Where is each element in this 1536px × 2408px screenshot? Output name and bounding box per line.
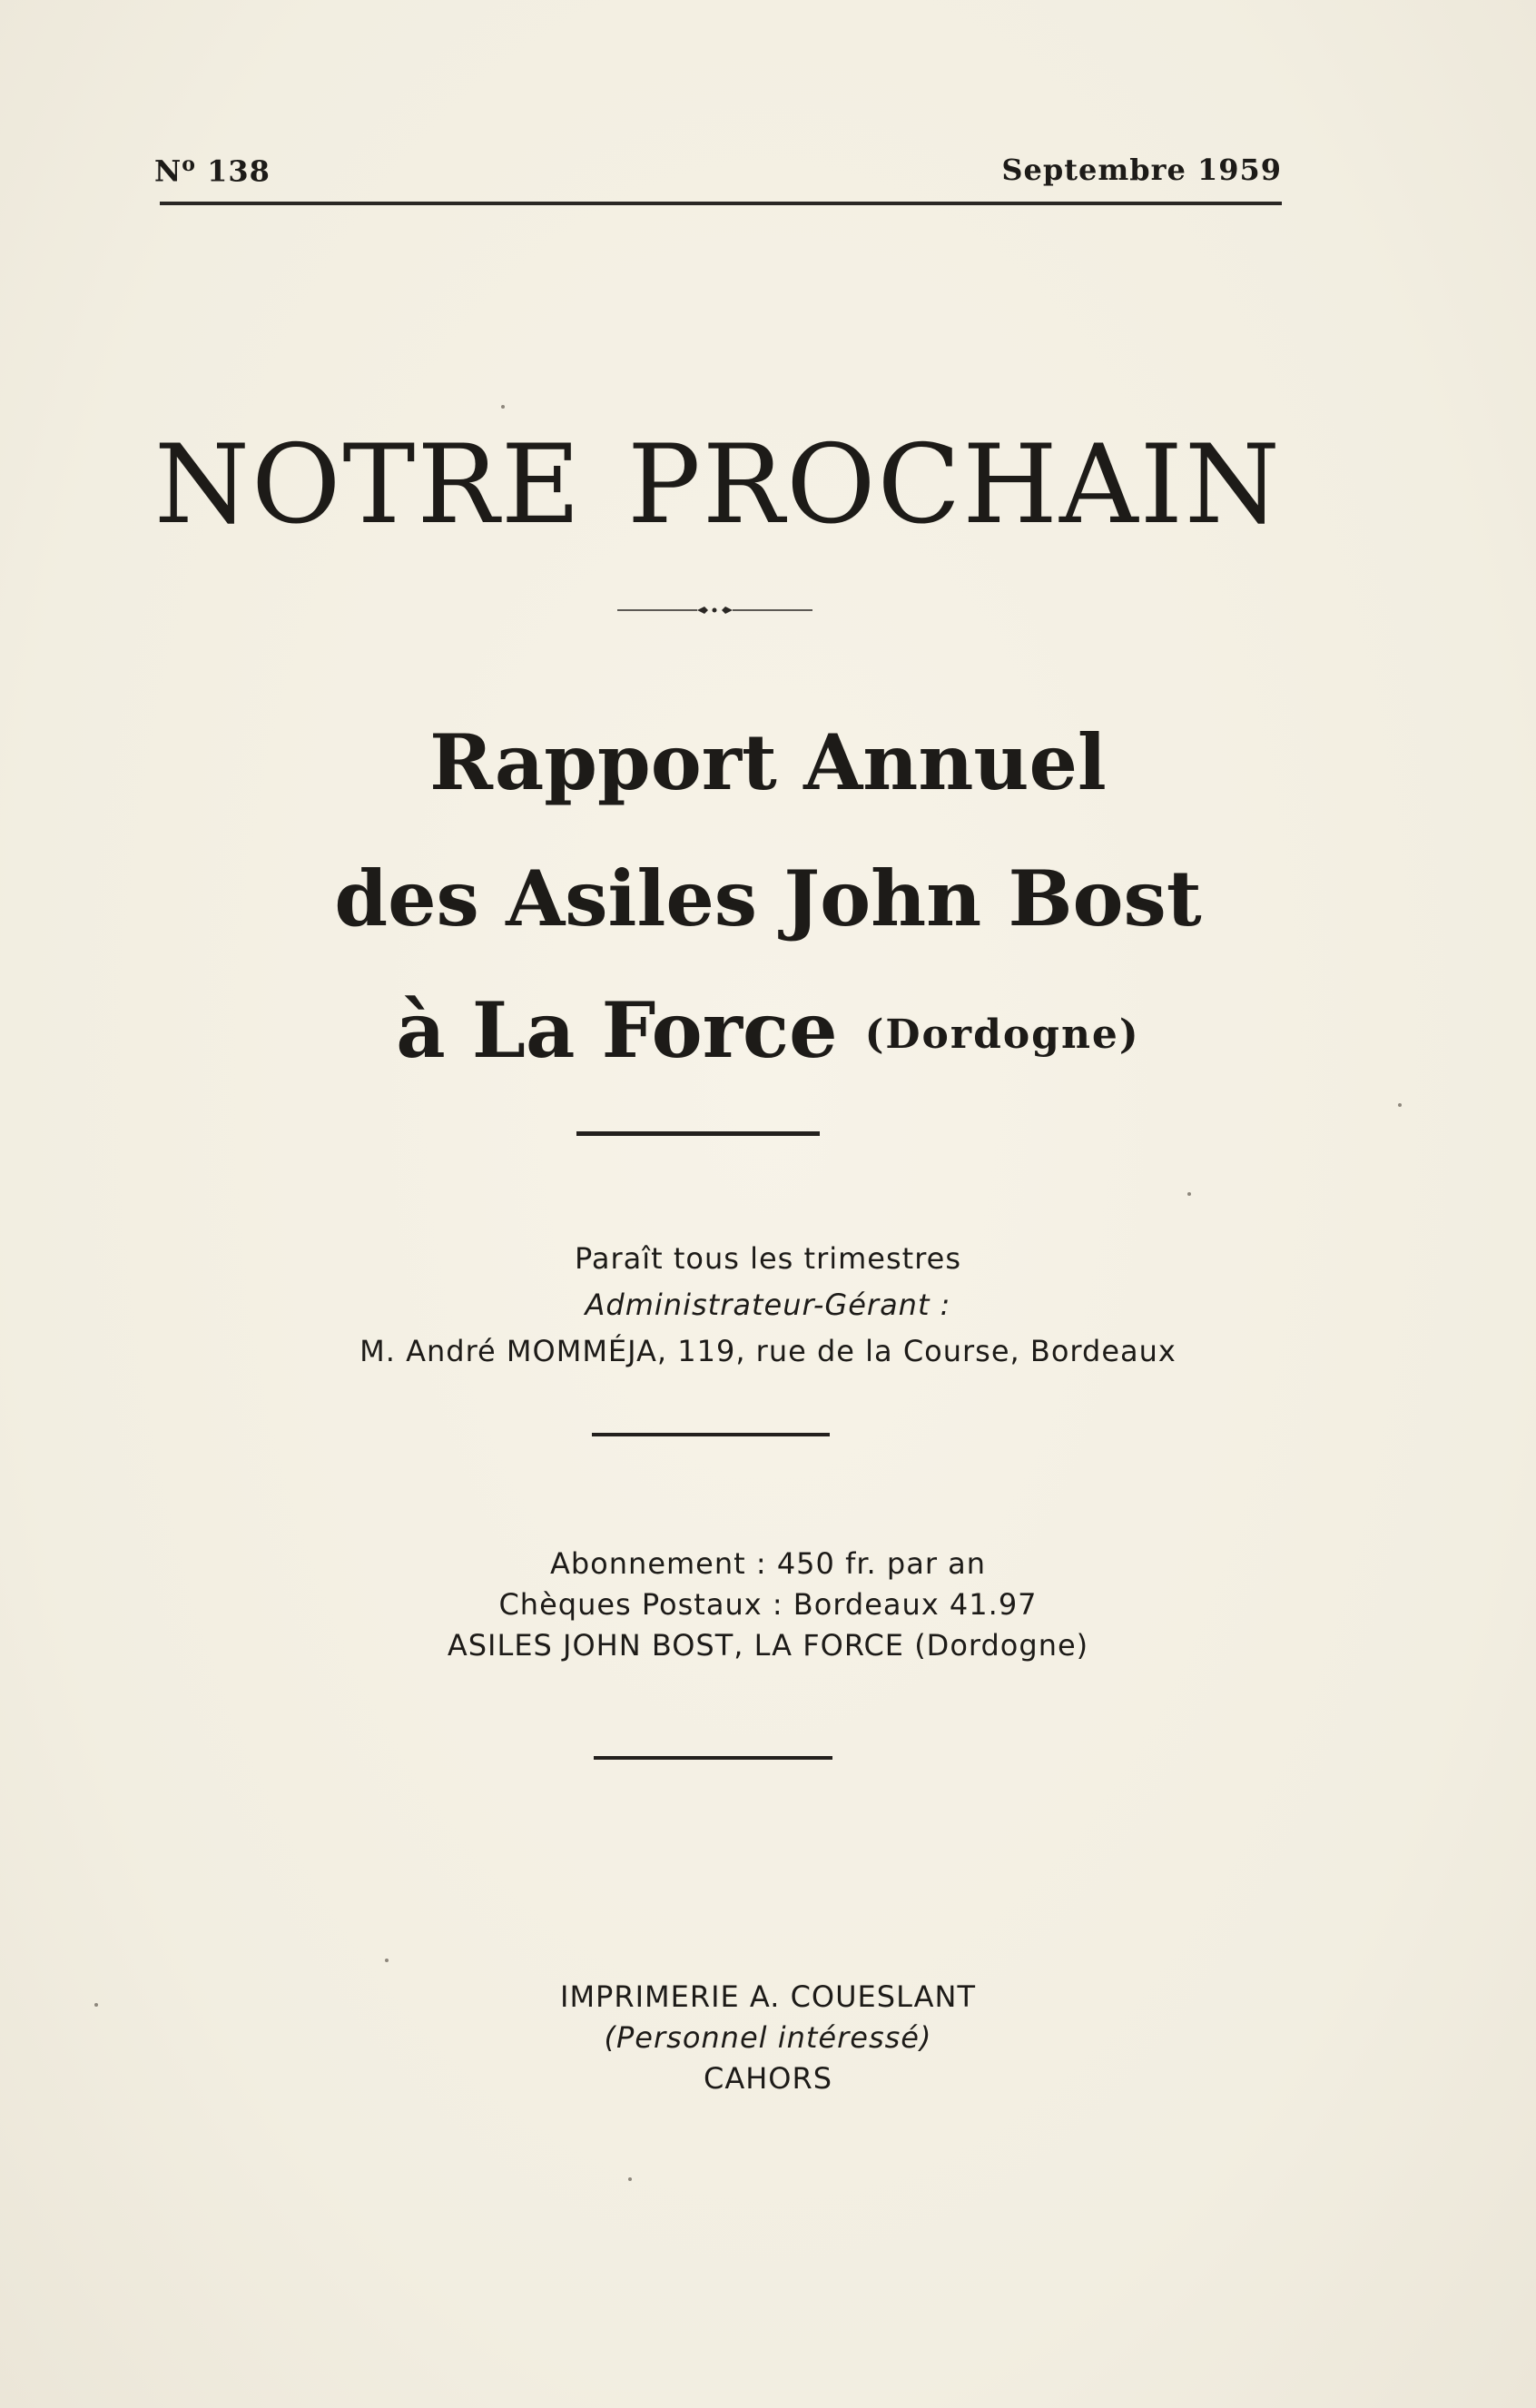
printer-name: IMPRIMERIE A. COUESLANT — [560, 1979, 976, 2014]
subtitle-region: (Dordogne) — [864, 1012, 1140, 1058]
manager-address: M. André MOMMÉJA, 119, rue de la Course, Bordeaux — [359, 1334, 1177, 1368]
speck — [385, 1959, 389, 1962]
speck — [94, 2003, 98, 2007]
journal-title — [154, 422, 1282, 548]
printer-info — [0, 1977, 1536, 2099]
speck — [628, 2177, 632, 2181]
publication-info — [0, 1236, 1536, 1375]
speck — [1398, 1103, 1402, 1107]
subtitle-place: à La Force — [396, 985, 838, 1075]
speck — [1187, 1192, 1191, 1196]
printer-city: CAHORS — [703, 2061, 833, 2096]
issue-number — [154, 153, 271, 189]
subscription-info — [0, 1544, 1536, 1666]
title-word-2: PROCHAIN — [627, 422, 1282, 548]
section-divider-1 — [576, 1131, 820, 1136]
ornament-divider-icon — [617, 601, 812, 619]
manager-label: Administrateur-Gérant : — [585, 1288, 951, 1322]
header-divider — [160, 202, 1282, 205]
issue-prefix: N — [154, 153, 182, 189]
postal-cheques: Chèques Postaux : Bordeaux 41.97 — [498, 1587, 1038, 1622]
subscription-price: Abonnement : 450 fr. par an — [549, 1546, 987, 1581]
section-divider-3 — [594, 1756, 832, 1760]
header-row — [154, 153, 1282, 198]
subtitle-line-1: Rapport Annuel — [429, 717, 1107, 807]
subtitle-line-2: des Asiles John Bost — [334, 854, 1202, 943]
subtitle-line-3 — [0, 985, 1536, 1081]
publication-frequency: Paraît tous les trimestres — [575, 1241, 961, 1276]
issue-number-value: 138 — [207, 153, 271, 189]
issue-sup: o — [182, 153, 196, 176]
subscription-address: ASILES JOHN BOST, LA FORCE (Dordogne) — [447, 1628, 1089, 1663]
issue-date: Septembre 1959 — [1001, 153, 1282, 187]
printer-note: (Personnel intéressé) — [604, 2020, 932, 2055]
speck — [501, 405, 505, 409]
section-divider-2 — [592, 1433, 830, 1436]
title-word-1: NOTRE — [154, 422, 583, 548]
